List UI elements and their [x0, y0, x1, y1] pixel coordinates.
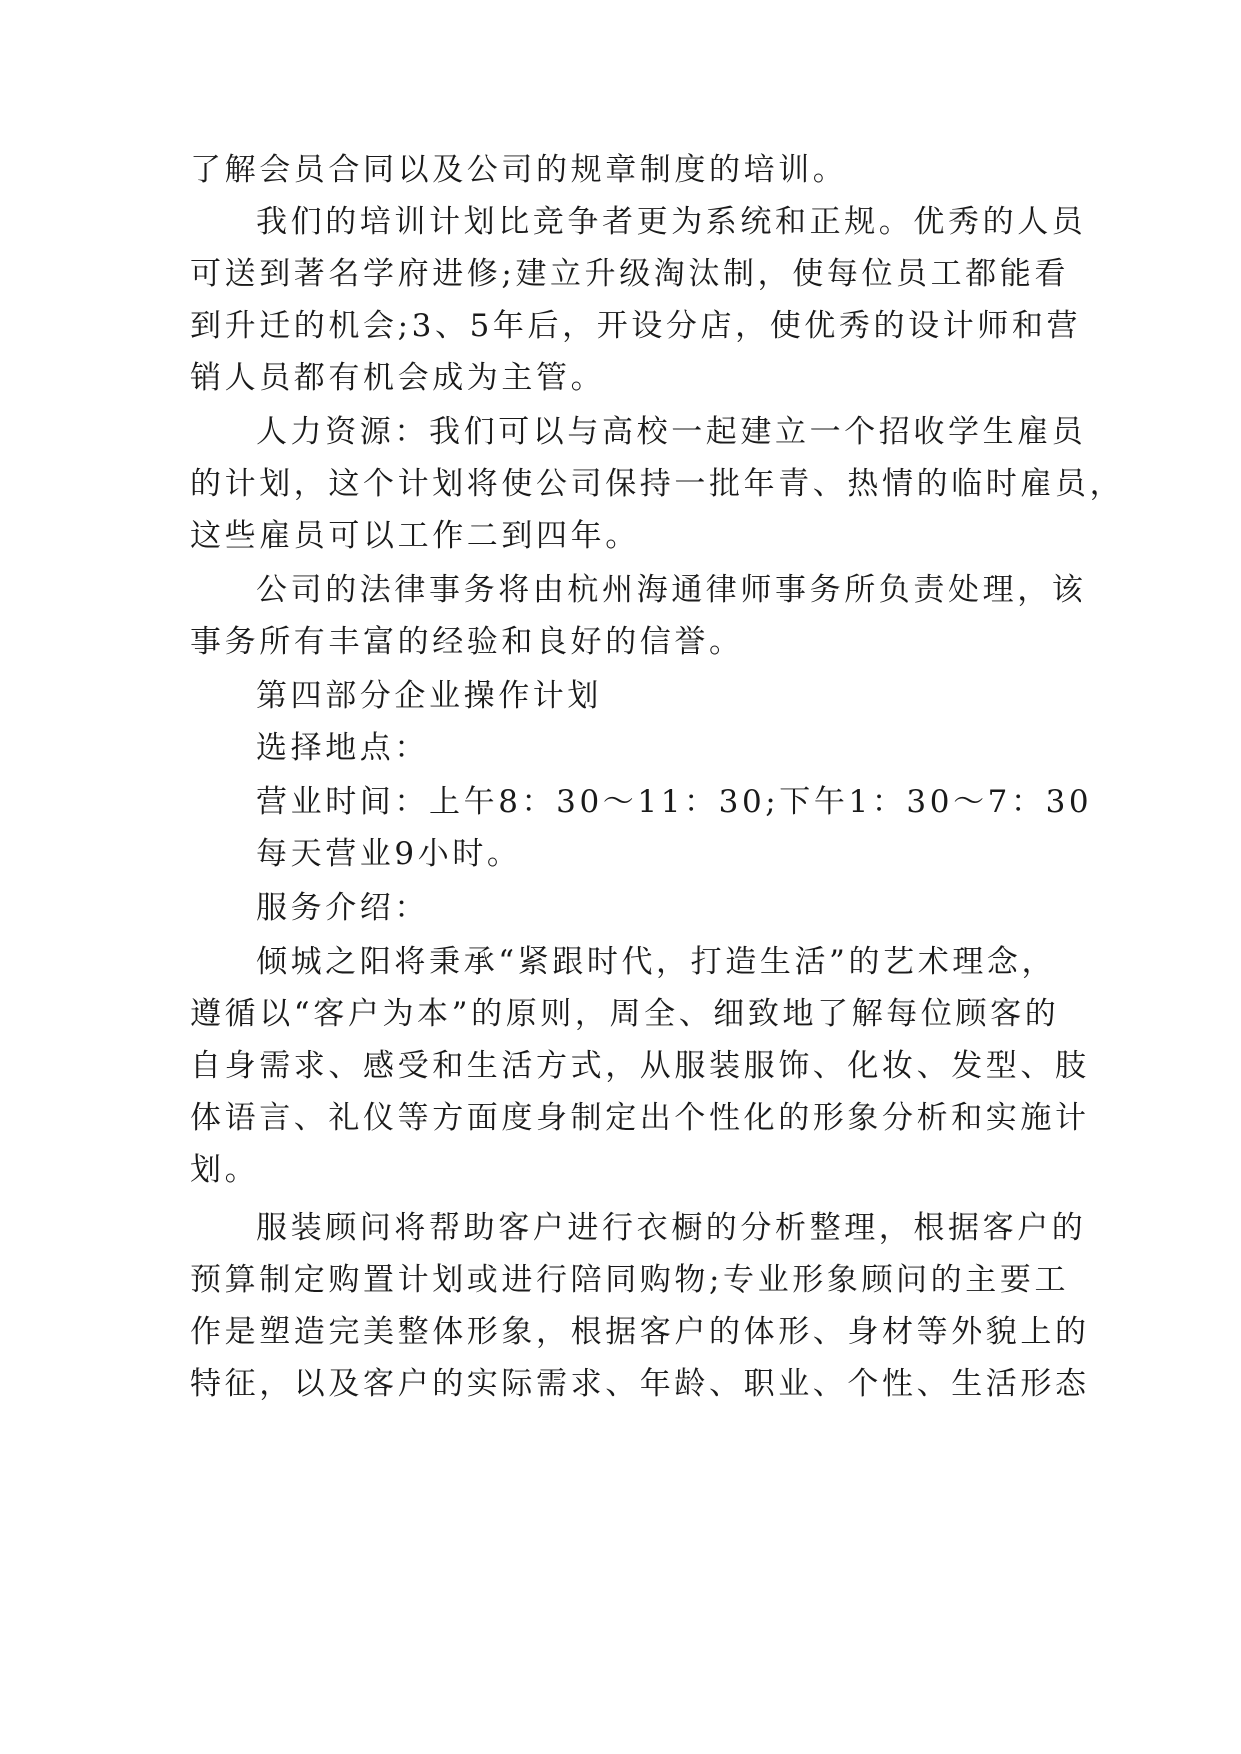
text-line: 倾城之阳将秉承“紧跟时代，打造生活”的艺术理念， [256, 944, 1057, 980]
text-line: 事务所有丰富的经验和良好的信誉。 [190, 624, 744, 660]
section-heading: 第四部分企业操作计划 [256, 678, 602, 714]
text-line: 选择地点： [256, 730, 429, 766]
text-line: 预算制定购置计划或进行陪同购物;专业形象顾问的主要工 [190, 1262, 1070, 1298]
text-line: 这些雇员可以工作二到四年。 [190, 518, 640, 554]
text-line: 作是塑造完美整体形象，根据客户的体形、身材等外貌上的 [190, 1314, 1090, 1350]
text-line: 特征，以及客户的实际需求、年龄、职业、个性、生活形态 [190, 1366, 1090, 1402]
text-line: 到升迁的机会;3、5年后，开设分店，使优秀的设计师和营 [190, 308, 1082, 344]
text-line: 服装顾问将帮助客户进行衣橱的分析整理，根据客户的 [256, 1210, 1087, 1246]
text-line: 我们的培训计划比竞争者更为系统和正规。优秀的人员 [256, 204, 1087, 240]
text-line: 体语言、礼仪等方面度身制定出个性化的形象分析和实施计 [190, 1100, 1090, 1136]
text-line: 服务介绍： [256, 890, 429, 926]
text-line: 划。 [190, 1152, 260, 1188]
text-line: 了解会员合同以及公司的规章制度的培训。 [190, 152, 848, 188]
text-line: 每天营业9小时。 [256, 836, 522, 872]
text-line: 的计划，这个计划将使公司保持一批年青、热情的临时雇员， [190, 466, 1125, 502]
text-line: 公司的法律事务将由杭州海通律师事务所负责处理，该 [256, 572, 1087, 608]
text-line: 自身需求、感受和生活方式，从服装服饰、化妆、发型、肢 [190, 1048, 1090, 1084]
text-line: 遵循以“客户为本”的原则，周全、细致地了解每位顾客的 [190, 996, 1060, 1032]
text-line: 营业时间：上午8：30～11：30;下午1：30～7：30 [256, 784, 1093, 820]
text-line: 人力资源：我们可以与高校一起建立一个招收学生雇员 [256, 414, 1087, 450]
text-line: 可送到著名学府进修;建立升级淘汰制，使每位员工都能看 [190, 256, 1070, 292]
text-line: 销人员都有机会成为主管。 [190, 360, 606, 396]
